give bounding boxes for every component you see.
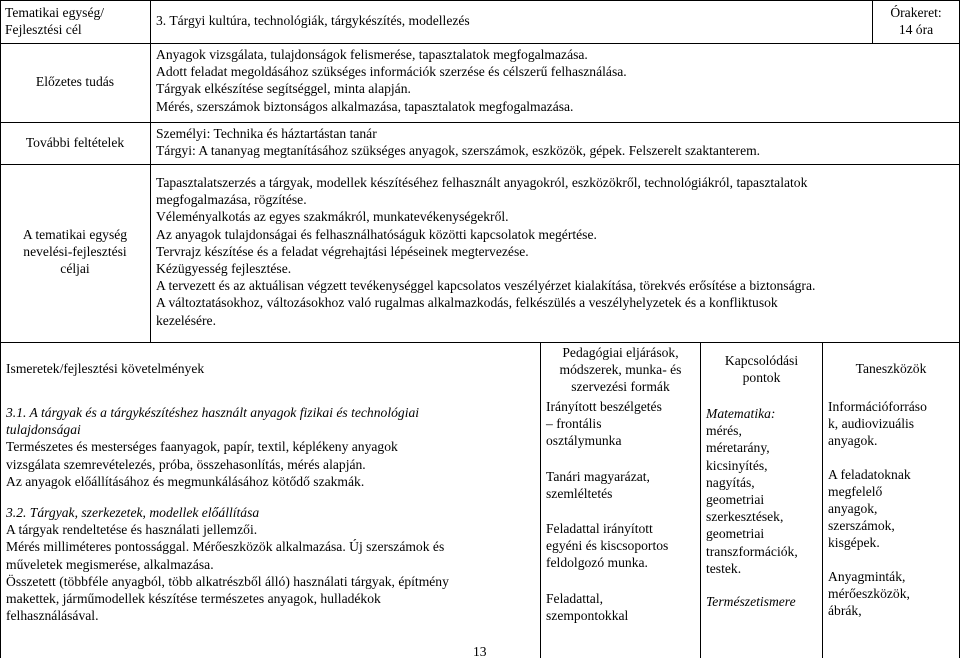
header-line: pontok	[742, 370, 781, 386]
methods-content	[546, 398, 698, 624]
text-line: mérés,	[706, 423, 742, 439]
text-line: osztálymunka	[546, 433, 622, 449]
requirements-header: Ismeretek/fejlesztési követelmények	[6, 361, 205, 376]
hours-label: Órakeret:	[890, 5, 942, 20]
row-divider	[0, 43, 960, 44]
connections-header	[701, 352, 822, 386]
text-line: – frontális	[546, 416, 602, 432]
tools-content	[828, 398, 958, 619]
text-line: nagyítás,	[706, 474, 755, 490]
text-line: vizsgálata szemrevételezés, próba, összehasonlítás, mérés alapján.	[6, 456, 366, 472]
header-line: Pedagógiai eljárások,	[562, 345, 679, 360]
spacer	[546, 572, 698, 590]
text-line: Adott feladat megoldásához szükséges információk szerzése és célszerű felhasználása.	[156, 64, 627, 80]
header-line: szervezési formák	[571, 379, 670, 395]
text-line: Irányított beszélgetés	[546, 399, 662, 414]
text-line: Feladattal,	[546, 590, 603, 606]
text-line: megfogalmazása, rögzítése.	[156, 192, 307, 208]
further-conditions-label: További feltételek	[25, 135, 125, 150]
section-title: 3.2. Tárgyak, szerkezetek, modellek előállítása	[6, 505, 260, 521]
section-title: tulajdonságai	[6, 422, 81, 438]
goals-label-line: A tematikai egység	[22, 227, 128, 242]
text-line: A változtatásokhoz, változásokhoz való rugalmas alkalmazkodás, felkészülés a veszélyhelyzetek és a konfliktusok	[156, 295, 778, 311]
further-conditions-content	[156, 125, 760, 159]
spacer	[546, 450, 698, 468]
text-line: A tervezett és az aktuálisan végzett tevékenységgel kapcsolatos veszélyérzet kialakítása, törekvés erősítése a biztonságra.	[156, 278, 816, 294]
page-number: 13	[473, 644, 487, 659]
text-line: feldolgozó munka.	[546, 555, 648, 571]
header-line: Kapcsolódási	[724, 353, 799, 368]
text-line: Tapasztalatszerzés a tárgyak, modellek készítéséhez felhasznált anyagokról, eszközökről, technológiákról, tapasztalatok	[156, 175, 808, 190]
text-line: anyagok.	[828, 433, 878, 449]
text-line: felhasználásával.	[6, 608, 99, 624]
text-line: kezelésére.	[156, 312, 216, 328]
text-line: Kézügyesség fejlesztése.	[156, 261, 292, 277]
connections-content	[706, 405, 820, 610]
goals-content	[156, 174, 815, 329]
spacer	[6, 490, 536, 504]
text-line: A feladatoknak	[828, 466, 911, 482]
text-line: Tanári magyarázat,	[546, 468, 650, 484]
spacer	[828, 552, 958, 568]
spacer	[706, 577, 820, 593]
section-title: 3.1. A tárgyak és a tárgykészítéshez használt anyagok fizikai és technológiai	[6, 405, 420, 420]
text-line: geometriai	[706, 526, 765, 542]
text-line: Mérés, szerszámok biztonságos alkalmazása, tapasztalatok megfogalmazása.	[156, 98, 574, 114]
text-line: Személyi: Technika és háztartástan tanár	[156, 126, 377, 141]
header-label-line: Fejlesztési cél	[5, 22, 82, 38]
text-line: Információforráso	[828, 399, 927, 414]
text-line: Tárgyak elkészítése segítséggel, minta alapján.	[156, 81, 411, 97]
text-line: szerkesztések,	[706, 509, 784, 525]
text-line: egyéni és kiscsoportos	[546, 538, 669, 554]
text-line: anyagok,	[828, 501, 878, 517]
tools-header: Taneszközök	[855, 361, 927, 376]
spacer	[828, 450, 958, 466]
text-line: k, audiovizuális	[828, 416, 915, 432]
text-line: Összetett (többféle anyagból, több alkatrészből álló) használati tárgyak, építmény	[6, 573, 449, 589]
table-border-left	[0, 0, 1, 658]
text-line: mérőeszközök,	[828, 585, 910, 601]
text-line: kicsinyítés,	[706, 457, 768, 473]
goals-label-line: céljai	[60, 261, 90, 277]
text-line: kisgépek.	[828, 535, 880, 551]
text-line: Anyagminták,	[828, 568, 906, 584]
goals-label-line: nevelési-fejlesztési	[23, 244, 127, 260]
row-divider	[0, 164, 960, 165]
text-line: A tárgyak rendeltetése és használati jellemzői.	[6, 522, 258, 538]
requirements-content	[6, 404, 536, 624]
goals-label	[5, 226, 145, 278]
text-line: geometriai	[706, 492, 765, 508]
header-line: módszerek, munka- és	[559, 362, 682, 378]
hours-value: 14 óra	[898, 22, 934, 38]
connections-column-divider	[700, 342, 701, 658]
label-column-divider	[150, 0, 151, 342]
text-line: Anyagok vizsgálata, tulajdonságok felismerése, tapasztalatok megfogalmazása.	[156, 47, 588, 62]
text-line: Feladattal irányított	[546, 521, 653, 537]
prior-knowledge-content	[156, 46, 627, 115]
text-line: transzformációk,	[706, 543, 798, 559]
methods-header	[541, 344, 700, 396]
text-line: ábrák,	[828, 603, 862, 619]
text-line: Az anyagok tulajdonságai és felhasználhatóságuk közötti kapcsolatok megértése.	[156, 226, 597, 242]
hours-box	[873, 4, 959, 38]
text-line: műveletek megismerése, alkalmazása.	[6, 556, 214, 572]
prior-knowledge-label: Előzetes tudás	[35, 74, 115, 89]
text-line: testek.	[706, 560, 742, 576]
text-line: Természetes és mesterséges faanyagok, papír, textil, képlékeny anyagok	[6, 439, 398, 455]
subject-name: Matematika:	[706, 406, 776, 421]
text-line: méretarány,	[706, 440, 770, 456]
text-line: szemléltetés	[546, 485, 613, 501]
text-line: szempontokkal	[546, 607, 629, 623]
header-label-line: Tematikai egység/	[5, 5, 105, 20]
unit-title: 3. Tárgyi kultúra, technológiák, tárgykészítés, modellezés	[156, 13, 470, 28]
text-line: szerszámok,	[828, 518, 895, 534]
row-divider	[0, 122, 960, 123]
tools-column-divider	[822, 342, 823, 658]
table-border-top	[0, 0, 960, 1]
text-line: Tervrajz készítése és a feladat végrehajtási lépéseinek megtervezése.	[156, 243, 529, 259]
text-line: Mérés milliméteres pontossággal. Mérőeszközök alkalmazása. Új szerszámok és	[6, 539, 445, 555]
text-line: megfelelő	[828, 483, 883, 499]
spacer	[546, 502, 698, 520]
text-line: makettek, járműmodellek készítése természetes anyagok, hulladékok	[6, 591, 381, 607]
header-label	[5, 4, 145, 38]
text-line: Véleményalkotás az egyes szakmákról, munkatevékenységekről.	[156, 209, 509, 225]
text-line: Az anyagok előállításához és megmunkálásához kötődő szakmák.	[6, 473, 365, 489]
subject-name: Természetismere	[706, 594, 796, 610]
text-line: Tárgyi: A tananyag megtanításához szükséges anyagok, szerszámok, eszközök, gépek. Felszerelt szaktanterem.	[156, 143, 761, 159]
row-divider	[0, 342, 960, 343]
